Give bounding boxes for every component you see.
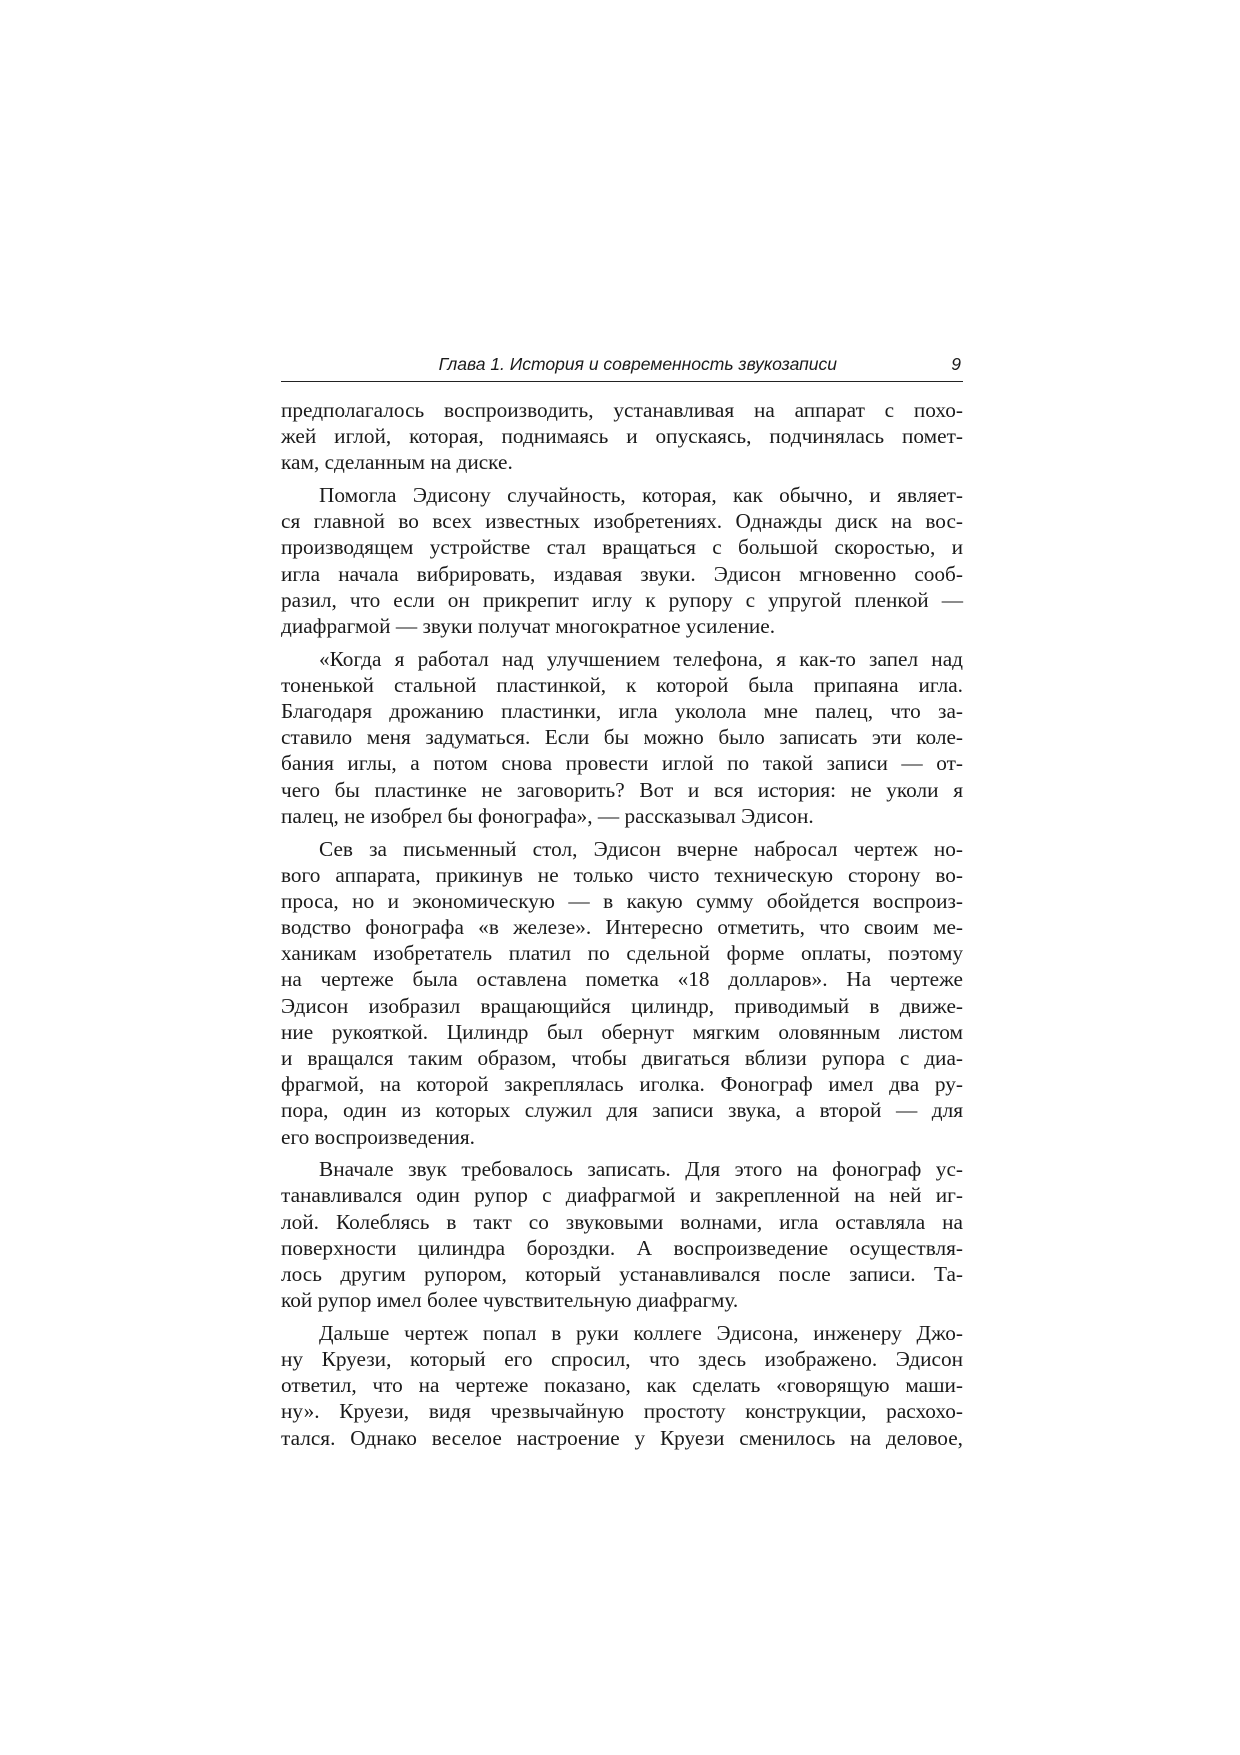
text-line: Вначале звук требовалось записать. Для этого на фонограф ус- xyxy=(319,1157,963,1182)
text-line: бания иглы, а потом снова провести иглой по такой записи — от- xyxy=(281,751,963,776)
text-line: Сев за письменный стол, Эдисон вчерне набросал чертеж но- xyxy=(319,836,963,861)
paragraph-2 xyxy=(281,482,963,639)
text-line: кой рупор имел более чувствительную диафрагму. xyxy=(281,1288,739,1313)
text-line: Помогла Эдисону случайность, которая, как обычно, и являет- xyxy=(319,483,963,508)
text-line: ставило меня задуматься. Если бы можно было записать эти коле- xyxy=(281,725,963,750)
text-line: ну Круези, который его спросил, что здесь изображено. Эдисон xyxy=(281,1347,963,1372)
text-line: его воспроизведения. xyxy=(281,1124,475,1149)
text-line: поверхности цилиндра бороздки. А воспроизведение осуществля- xyxy=(281,1235,963,1260)
text-line: производящем устройстве стал вращаться с большой скоростью, и xyxy=(281,535,963,560)
chapter-title: Глава 1. История и современность звукозаписи xyxy=(438,354,837,374)
paragraph-4 xyxy=(281,836,963,1150)
paragraph-6 xyxy=(281,1320,963,1451)
text-line: фрагмой, на которой закреплялась иголка. Фонограф имел два ру- xyxy=(281,1072,963,1097)
text-line: вого аппарата, прикинув не только чисто техническую сторону во- xyxy=(281,862,963,887)
text-line: разил, что если он прикрепит иглу к рупору с упругой пленкой — xyxy=(281,587,963,612)
text-line: чего бы пластинке не заговорить? Вот и вся история: не уколи я xyxy=(281,777,963,802)
text-line: палец, не изобрел бы фонографа», — рассказывал Эдисон. xyxy=(281,803,814,828)
text-line: тался. Однако веселое настроение у Круези сменилось на деловое, xyxy=(281,1425,963,1450)
text-line: жей иглой, которая, поднимаясь и опускаясь, подчинялась помет- xyxy=(281,424,963,449)
text-line: ханикам изобретатель платил по сдельной форме оплаты, поэтому xyxy=(281,941,963,966)
text-line: Эдисон изобразил вращающийся цилиндр, приводимый в движе- xyxy=(281,993,963,1018)
text-line: ответил, что на чертеже показано, как сделать «говорящую маши- xyxy=(281,1373,963,1398)
text-line: тоненькой стальной пластинкой, к которой была припаяна игла. xyxy=(281,672,963,697)
text-line: пора, один из которых служил для записи звука, а второй — для xyxy=(281,1098,963,1123)
text-line: ну». Круези, видя чрезвычайную простоту конструкции, расхохо- xyxy=(281,1399,963,1424)
running-head xyxy=(281,351,963,382)
page-number: 9 xyxy=(951,354,961,374)
text-line: ние рукояткой. Цилиндр был обернут мягким оловянным листом xyxy=(281,1019,963,1044)
text-line: «Когда я работал над улучшением телефона, я как-то запел над xyxy=(319,646,963,671)
body-text xyxy=(281,397,963,1457)
text-line: лой. Колеблясь в такт со звуковыми волнами, игла оставляла на xyxy=(281,1209,963,1234)
text-line: Дальше чертеж попал в руки коллеге Эдисона, инженеру Джо- xyxy=(319,1320,963,1345)
paragraph-1 xyxy=(281,397,963,476)
text-line: кам, сделанным на диске. xyxy=(281,450,513,475)
text-line: на чертеже была оставлена пометка «18 долларов». На чертеже xyxy=(281,967,963,992)
text-line: игла начала вибрировать, издавая звуки. Эдисон мгновенно сооб- xyxy=(281,561,963,586)
text-line: диафрагмой — звуки получат многократное усиление. xyxy=(281,614,776,638)
text-line: предполагалось воспроизводить, устанавливая на аппарат с похо- xyxy=(281,398,963,422)
text-line: проса, но и экономическую — в какую сумму обойдется воспроиз- xyxy=(281,888,963,913)
text-line: лось другим рупором, который устанавливался после записи. Та- xyxy=(281,1262,963,1286)
text-line: Благодаря дрожанию пластинки, игла уколола мне палец, что за- xyxy=(281,699,963,724)
text-line: танавливался один рупор с диафрагмой и закрепленной на ней иг- xyxy=(281,1183,963,1208)
paragraph-3 xyxy=(281,646,963,829)
text-line: водство фонографа «в железе». Интересно отметить, что своим ме- xyxy=(281,915,963,940)
text-line: и вращался таким образом, чтобы двигаться вблизи рупора с диа- xyxy=(281,1046,963,1070)
text-line: ся главной во всех известных изобретениях. Однажды диск на вос- xyxy=(281,509,963,534)
paragraph-5 xyxy=(281,1156,963,1313)
